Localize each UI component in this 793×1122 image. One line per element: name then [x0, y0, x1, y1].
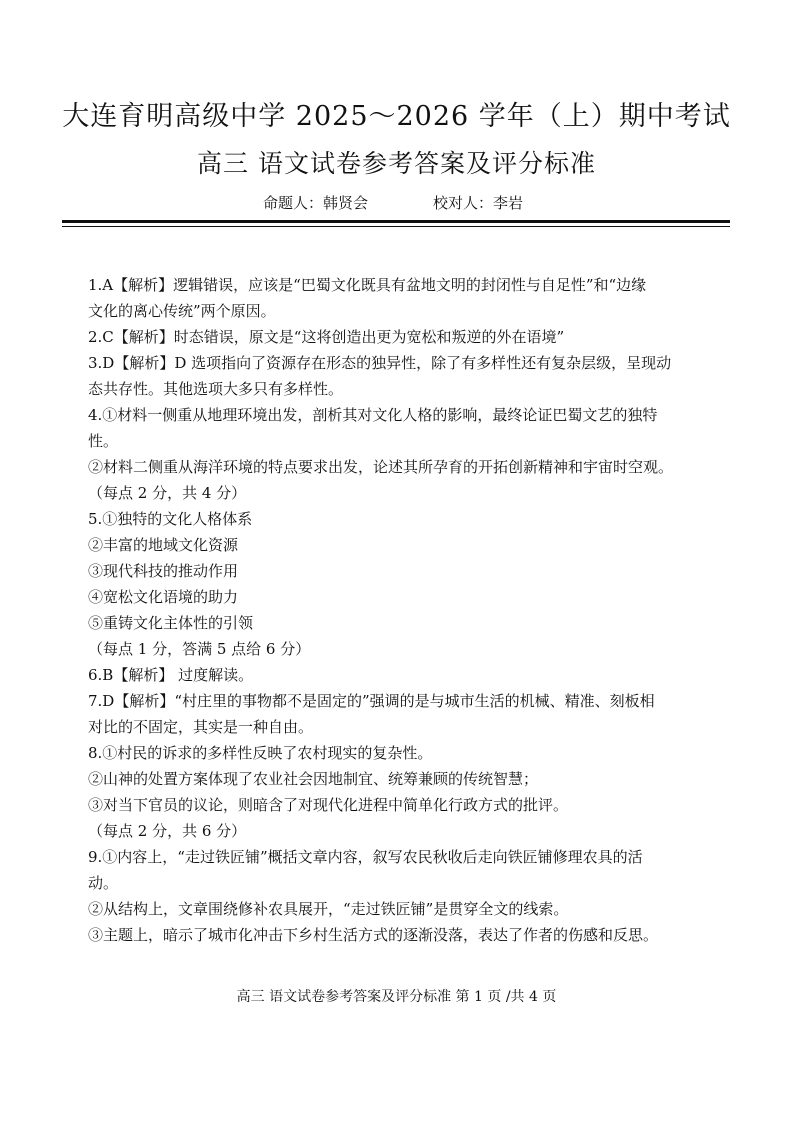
answer-line: 2.C【解析】时态错误，原文是“这将创造出更为宽松和叛逆的外在语境”	[88, 328, 565, 346]
answer-line: 6.B【解析】 过度解读。	[88, 666, 254, 684]
answer-line: ②山神的处置方案体现了农业社会因地制宜、统筹兼顾的传统智慧；	[88, 770, 539, 788]
exam-title: 大连育明高级中学 2025～2026 学年（上）期中考试	[62, 101, 731, 132]
exam-subtitle: 高三 语文试卷参考答案及评分标准	[197, 149, 596, 178]
page-footer: 高三 语文试卷参考答案及评分标准 第 1 页 /共 4 页	[236, 989, 557, 1005]
answer-line: ③主题上，暗示了城市化冲击下乡村生活方式的逐渐没落，表达了作者的伤感和反思。	[88, 926, 659, 944]
answer-line: 8.①村民的诉求的多样性反映了农村现实的复杂性。	[88, 744, 433, 762]
answer-line: 动。	[88, 874, 119, 892]
answer-list	[88, 272, 708, 948]
answer-line: 对比的不固定，其实是一种自由。	[88, 718, 314, 736]
answer-line: （每点 2 分，共 4 分）	[88, 484, 247, 502]
question-setter: 命题人：韩贤会	[263, 194, 369, 212]
answer-line: ③现代科技的推动作用	[88, 562, 239, 580]
answer-line: 7.D【解析】“村庄里的事物都不是固定的”强调的是与城市生活的机械、精准、刻板相	[88, 692, 655, 710]
answer-line: ②从结构上，文章围绕修补农具展开，“走过铁匠铺”是贯穿全文的线索。	[88, 900, 569, 918]
answer-line: 3.D【解析】D 选项指向了资源存在形态的独异性，除了有多样性还有复杂层级，呈现动	[88, 354, 672, 372]
answer-line: ②材料二侧重从海洋环境的特点要求出发，论述其所孕育的开拓创新精神和宇宙时空观。	[88, 458, 674, 476]
answer-line: （每点 1 分，答满 5 点给 6 分）	[88, 640, 311, 658]
header-rule-thin	[62, 226, 730, 227]
answer-line: 态共存性。其他选项大多只有多样性。	[88, 380, 344, 398]
answer-line: （每点 2 分，共 6 分）	[88, 822, 247, 840]
proofreader: 校对人：李岩	[433, 194, 524, 212]
answer-line: ②丰富的地域文化资源	[88, 536, 239, 554]
answer-line: 4.①材料一侧重从地理环境出发，剖析其对文化人格的影响，最终论证巴蜀文艺的独特	[88, 406, 658, 424]
answer-line: ③对当下官员的议论，则暗含了对现代化进程中简单化行政方式的批评。	[88, 796, 569, 814]
answer-line: 1.A【解析】逻辑错误，应该是“巴蜀文化既具有盆地文明的封闭性与自足性”和“边缘	[88, 276, 647, 294]
answer-line: 性。	[88, 432, 119, 450]
header-rule-thick	[62, 220, 730, 223]
answer-line: ④宽松文化语境的助力	[88, 588, 239, 606]
answer-line: 文化的离心传统”两个原因。	[88, 302, 276, 320]
answer-line: ⑤重铸文化主体性的引领	[88, 614, 254, 632]
answer-line: 5.①独特的文化人格体系	[88, 510, 253, 528]
answer-line: 9.①内容上，“走过铁匠铺”概括文章内容，叙写农民秋收后走向铁匠铺修理农具的活	[88, 848, 643, 866]
